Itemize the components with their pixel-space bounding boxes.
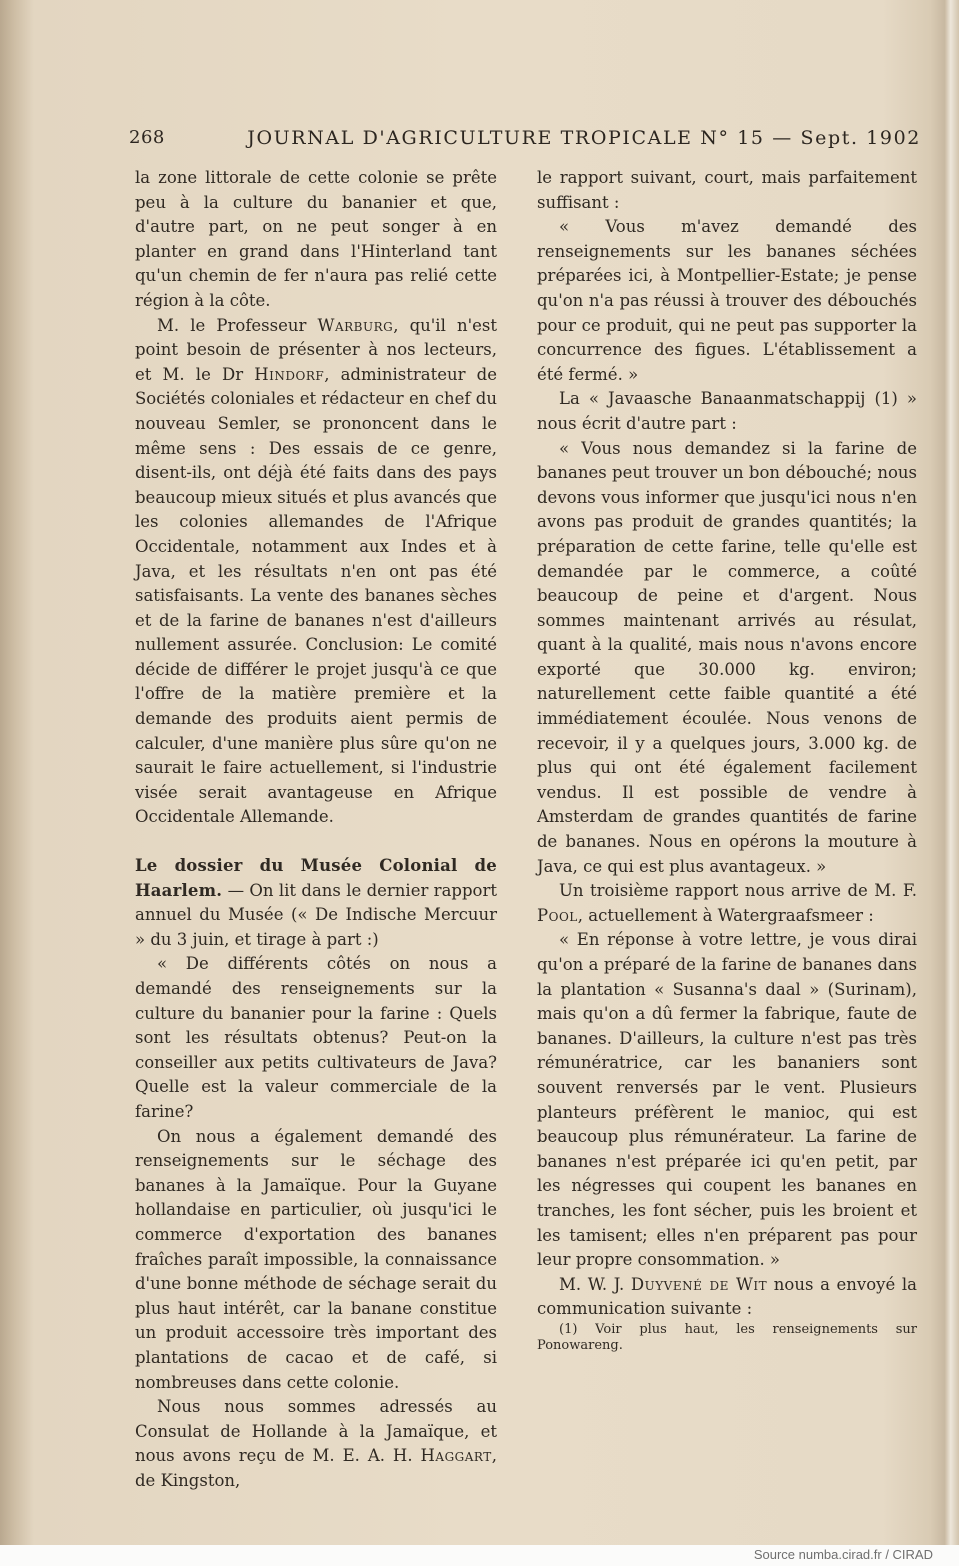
text-span: , actuellement à Watergraafsmeer : bbox=[577, 905, 874, 925]
text-span: Un troisième rapport nous arrive de M. F. bbox=[559, 881, 917, 901]
person-name: Duyvené de Wit bbox=[630, 1274, 768, 1294]
person-name: Warburg bbox=[317, 315, 394, 335]
person-name: Pool bbox=[537, 905, 578, 925]
page-number: 268 bbox=[129, 127, 165, 148]
text-span: M. le Professeur bbox=[157, 315, 318, 335]
paragraph: la zone littorale de cette colonie se prête peu à la culture du bananier et que, d'autre part, on ne peut songer à en planter en grand dans l'Hinterland tant qu'un chemin de fer n'aura pas relié cette région à la côte. bbox=[135, 168, 497, 310]
text-span: nous a envoyé la communication suivante : bbox=[537, 1274, 917, 1319]
journal-title: JOURNAL D'AGRICULTURE TROPICALE N° 15 — Sept. 1902 bbox=[247, 127, 921, 149]
source-credit: Source numba.cirad.fr / CIRAD bbox=[753, 1547, 933, 1562]
person-name: Haggart bbox=[420, 1446, 492, 1466]
paragraph bbox=[135, 1395, 497, 1493]
paragraph: La « Javaasche Banaanmatschappij (1) » nous écrit d'autre part : bbox=[537, 389, 917, 433]
paragraph: On nous a également demandé des renseignements sur le séchage des bananes à la Jamaïque. Pour la Guyane hollandaise en particulier, où jusqu'ici le commerce d'exportation des bananes fraîches paraît impossible, la connaissance d'une bonne méthode de séchage serait du plus haut intérêt, car la banane constitue un produit accessoire très important des plantations de cacao et de café, si nombreuses dans cette colonie. bbox=[135, 1126, 497, 1392]
paragraph bbox=[537, 879, 917, 928]
text-span: — On lit dans le dernier rapport annuel du Musée (« De Indische Mercuur » du 3 juin, et tirage à part :) bbox=[135, 880, 497, 949]
paragraph: « Vous m'avez demandé des renseignements sur les bananes séchées préparées ici, à Montpellier-Estate; je pense qu'on n'a pas réussi à trouver des débouchés pour ce produit, qui ne peut pas supporter la concurrence des figues. L'établissement a été fermé. » bbox=[537, 217, 917, 384]
paragraph bbox=[135, 854, 497, 952]
paragraph: « De différents côtés on nous a demandé des renseignements sur la culture du bananier pour la farine : Quels sont les résultats obtenus? Peut-on la conseiller aux petits cultivateurs de Java? Quelle est la valeur commerciale de la farine? bbox=[135, 954, 497, 1121]
text-span: Nous nous sommes adressés au Consulat de Hollande à la Jamaïque, et nous avons reçu de M. E. A. H. bbox=[135, 1397, 497, 1466]
right-column bbox=[537, 166, 917, 1354]
running-header bbox=[129, 127, 921, 155]
section-title: Le dossier du Musée Colonial de Haarlem. bbox=[135, 856, 497, 900]
left-column bbox=[135, 166, 497, 1493]
text-span: , qu'il n'est point besoin de présenter à nos lecteurs, et M. le Dr bbox=[135, 315, 497, 384]
paragraph bbox=[537, 1273, 917, 1322]
text-span: M. W. J. bbox=[559, 1274, 631, 1294]
text-span: , de Kingston, bbox=[135, 1446, 497, 1490]
paragraph bbox=[135, 314, 497, 830]
paragraph: le rapport suivant, court, mais parfaitement suffisant : bbox=[537, 168, 917, 212]
page-edge bbox=[945, 0, 959, 1545]
paragraph: « Vous nous demandez si la farine de bananes peut trouver un bon débouché; nous devons vous informer que jusqu'ici nous n'en avons pas produit de grandes quantités; la préparation de cette farine, telle qu'elle est demandée par le commerce, a coûté beaucoup de peine et d'argent. Nous sommes maintenant arrivés au résulat, quant à la qualité, mais nous n'avons encore exporté que 30.000 kg. environ; naturellement cette faible quantité a été immédiatement écoulée. Nous venons de recevoir, il y a quelques jours, 3.000 kg. de plus qui ont été également facilement vendus. Il est possible de vendre à Amsterdam de grandes quantités de farine de bananes. Nous en opérons la mouture à Java, ce qui est plus avantageux. » bbox=[537, 438, 917, 876]
footnote: (1) Voir plus haut, les renseignements sur Ponowareng. bbox=[537, 1321, 917, 1353]
section-gap bbox=[135, 830, 497, 854]
paragraph: « En réponse à votre lettre, je vous dirai qu'on a préparé de la farine de bananes dans la plantation « Susanna's daal » (Surinam), mais qu'on a dû fermer la fabrique, faute de bananes. D'ailleurs, la culture n'est pas très rémunératrice, car les bananiers sont souvent renversés par le vent. Plusieurs planteurs préfèrent le manioc, qui est beaucoup plus rémunérateur. La farine de bananes n'est préparée ici qu'en petit, par les négresses qui coupent les bananes en tranches, les font sécher, puis les broient et les tamisent; elles n'en préparent pas pour leur propre consommation. » bbox=[537, 930, 917, 1270]
text-span: , administrateur de Sociétés coloniales et rédacteur en chef du nouveau Semler, se prononcent dans le même sens : Des essais de ce genre, disent-ils, ont déjà été faits dans des pays beaucoup mieux situés et plus avancés que les colonies allemandes de l'Afrique Occidentale, notamment aux Indes et à Java, et les résultats n'en ont pas été satisfaisants. La vente des bananes sèches et de la farine de bananes n'est d'ailleurs nullement assurée. Conclusion: Le comité décide de différer le projet jusqu'à ce que l'offre de la matière première et la demande des produits aient permis de calculer, d'une manière plus sûre qu'on ne saurait le faire actuellement, si l'industrie visée serait avantageuse en Afrique Occidentale Allemande. bbox=[135, 364, 497, 827]
person-name: Hindorf bbox=[254, 364, 325, 384]
